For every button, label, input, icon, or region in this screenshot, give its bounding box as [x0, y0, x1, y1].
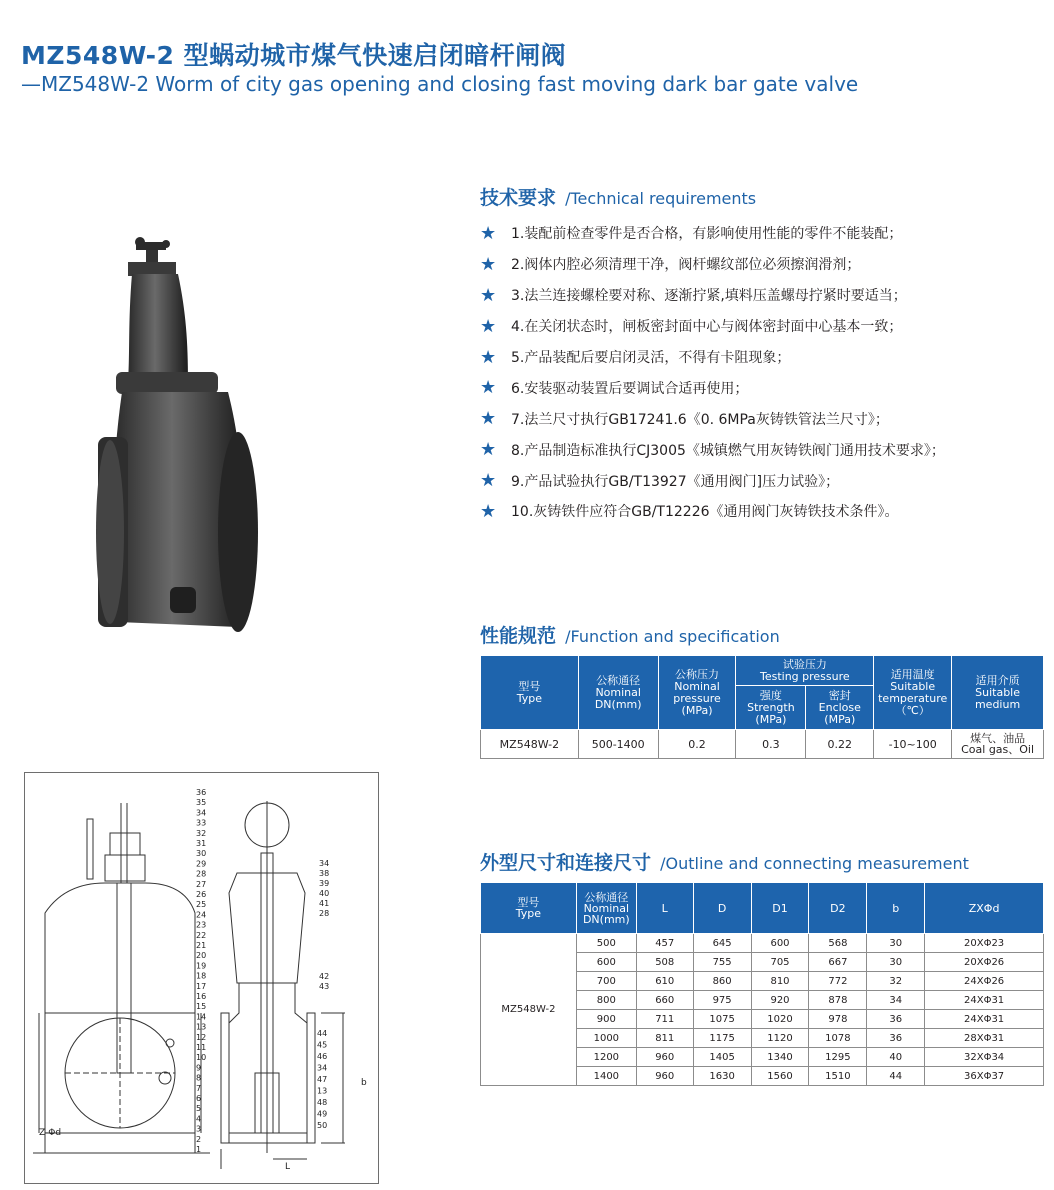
- table-cell: 40: [867, 1048, 925, 1067]
- requirement-text: 9.产品试验执行GB/T13927《通用阀门]压力试验》；: [511, 473, 840, 490]
- requirement-text: 4.在关闭状态时，闸板密封面中心与阀体密封面中心基本一致；: [511, 319, 903, 336]
- callout-number: 20: [196, 951, 207, 961]
- callout-number: 42: [319, 972, 330, 981]
- spec-title-cn: 性能规范: [480, 625, 557, 647]
- table-cell: 1630: [693, 1067, 751, 1086]
- table-cell: 508: [636, 953, 693, 972]
- table-cell: 700: [576, 972, 636, 991]
- callout-number: 10: [196, 1053, 207, 1063]
- callout-number: 21: [196, 941, 207, 950]
- outline-title-cn: 外型尺寸和连接尺寸: [480, 852, 652, 874]
- page-subtitle: —MZ548W-2 Worm of city gas opening and closing fast moving dark bar gate valve: [21, 72, 859, 96]
- callout-number: 36: [196, 788, 207, 797]
- col-D: D: [693, 883, 751, 934]
- requirement-text: 5.产品装配后要启闭灵活，不得有卡阻现象；: [511, 350, 791, 366]
- table-cell: 960: [636, 1067, 693, 1086]
- table-cell: 24XΦ26: [925, 972, 1044, 991]
- table-cell: 1078: [809, 1029, 867, 1048]
- callout-number: 30: [196, 849, 207, 859]
- spec-section-heading: [480, 621, 780, 648]
- tech-title-en: /Technical requirements: [565, 189, 757, 208]
- col-dn: 公称通径 Nominal DN(mm): [576, 883, 636, 934]
- callout-number: 45: [317, 1040, 328, 1050]
- table-cell: 811: [636, 1029, 693, 1048]
- callout-number: 23: [196, 920, 207, 930]
- col-D2: D2: [809, 883, 867, 934]
- callout-number: 14: [196, 1012, 207, 1022]
- cell-medium: 煤气、油品 Coal gas、Oil: [952, 730, 1044, 759]
- table-cell: 1510: [809, 1067, 867, 1086]
- table-cell: 1075: [693, 1010, 751, 1029]
- tech-requirements-list: [480, 218, 1050, 527]
- star-icon: ★: [480, 470, 497, 492]
- callout-number: 41: [319, 899, 330, 908]
- callout-number: 9: [196, 1063, 202, 1073]
- requirement-text: 3.法兰连接螺栓要对称、逐渐拧紧,填料压盖螺母拧紧时要适当；: [511, 288, 907, 305]
- callout-number: 34: [317, 1063, 328, 1073]
- zd-label: Z-Φd: [39, 1128, 62, 1138]
- callout-number: 7: [196, 1083, 202, 1093]
- list-item: [480, 280, 1050, 311]
- star-icon: ★: [480, 346, 497, 368]
- outline-section-heading: [480, 848, 969, 875]
- callout-number: 50: [317, 1121, 328, 1130]
- star-icon: ★: [480, 377, 497, 399]
- callout-number: 25: [196, 900, 207, 910]
- spec-table: [480, 655, 1044, 759]
- table-cell: 772: [809, 972, 867, 991]
- table-cell: 878: [809, 991, 867, 1010]
- callout-number: 39: [319, 879, 330, 888]
- list-item: [480, 342, 1050, 373]
- callout-number: 28: [319, 909, 330, 918]
- callout-number: 26: [196, 890, 207, 899]
- callout-number: 32: [196, 828, 207, 838]
- col-b: b: [867, 883, 925, 934]
- callout-number: 2: [196, 1134, 202, 1144]
- table-cell: 860: [693, 972, 751, 991]
- col-L: L: [636, 883, 693, 934]
- callout-number: 5: [196, 1104, 202, 1114]
- table-cell: 32: [867, 972, 925, 991]
- callout-number: 4: [196, 1114, 202, 1124]
- callout-number: 12: [196, 1032, 207, 1042]
- callout-number: 43: [319, 982, 330, 991]
- table-cell: 36: [867, 1010, 925, 1029]
- table-cell: 457: [636, 934, 693, 953]
- table-cell: 810: [751, 972, 809, 991]
- list-item: [480, 249, 1050, 280]
- requirement-text: 2.阀体内腔必须清理干净，阀杆螺纹部位必须擦润滑剂；: [511, 257, 861, 274]
- star-icon: ★: [480, 315, 497, 337]
- callout-number: 16: [196, 992, 207, 1001]
- table-cell: 660: [636, 991, 693, 1010]
- table-cell: 900: [576, 1010, 636, 1029]
- star-icon: ★: [480, 500, 497, 522]
- list-item: [480, 496, 1050, 527]
- callout-number: 19: [196, 961, 207, 971]
- table-cell: 600: [751, 934, 809, 953]
- table-cell: 1405: [693, 1048, 751, 1067]
- table-cell: 975: [693, 991, 751, 1010]
- cell-dn: 500-1400: [578, 730, 658, 759]
- star-icon: ★: [480, 284, 497, 306]
- star-icon: ★: [480, 222, 497, 244]
- callout-number: 34: [196, 808, 207, 818]
- callout-number: 34: [319, 859, 330, 868]
- callout-number: 48: [317, 1098, 328, 1107]
- callout-number: 15: [196, 1002, 207, 1012]
- callout-number: 6: [196, 1094, 202, 1103]
- table-cell: 755: [693, 953, 751, 972]
- callout-number: 3: [196, 1124, 202, 1134]
- list-item: [480, 372, 1050, 403]
- col-type: 型号 Type: [481, 656, 579, 730]
- list-item: [480, 311, 1050, 342]
- col-type: 型号 Type: [481, 883, 577, 934]
- cell-temp: -10~100: [874, 730, 952, 759]
- col-dn: 公称通径 Nominal DN(mm): [578, 656, 658, 730]
- col-medium: 适用介质 Suitable medium: [952, 656, 1044, 730]
- table-cell: 500: [576, 934, 636, 953]
- table-cell: 645: [693, 934, 751, 953]
- callout-number: 47: [317, 1075, 328, 1084]
- callout-number: 24: [196, 910, 207, 920]
- callout-number: 27: [196, 879, 207, 889]
- callout-number: 18: [196, 971, 207, 981]
- callout-number: 8: [196, 1073, 202, 1083]
- star-icon: ★: [480, 439, 497, 461]
- spec-title-en: /Function and specification: [565, 627, 780, 646]
- section-drawing-svg: [25, 773, 378, 1183]
- table-cell: 705: [751, 953, 809, 972]
- table-cell: 978: [809, 1010, 867, 1029]
- table-cell: 24XΦ31: [925, 991, 1044, 1010]
- table-cell: 1200: [576, 1048, 636, 1067]
- table-cell: 1120: [751, 1029, 809, 1048]
- table-cell: 1340: [751, 1048, 809, 1067]
- table-cell: 34: [867, 991, 925, 1010]
- col-temperature: 适用温度 Suitable temperature （℃）: [874, 656, 952, 730]
- col-strength: 强度 Strength (MPa): [736, 686, 806, 730]
- cell-type: MZ548W-2: [481, 730, 579, 759]
- callout-number: 17: [196, 981, 207, 991]
- tech-section-heading: [480, 183, 756, 210]
- callout-number: 31: [196, 839, 207, 848]
- callout-number: 29: [196, 859, 207, 869]
- table-row: [481, 934, 1044, 953]
- cell-pn: 0.2: [658, 730, 736, 759]
- cell-strength: 0.3: [736, 730, 806, 759]
- col-zxd: ZXΦd: [925, 883, 1044, 934]
- callout-number: 40: [319, 889, 330, 898]
- list-item: [480, 465, 1050, 496]
- section-drawing: [24, 772, 379, 1184]
- table-cell: 1400: [576, 1067, 636, 1086]
- table-cell: 610: [636, 972, 693, 991]
- table-cell: 44: [867, 1067, 925, 1086]
- star-icon: ★: [480, 253, 497, 275]
- table-cell: 1000: [576, 1029, 636, 1048]
- callout-number: 49: [317, 1109, 328, 1119]
- table-cell: 36: [867, 1029, 925, 1048]
- table-row: [481, 730, 1044, 759]
- table-cell: 24XΦ31: [925, 1010, 1044, 1029]
- requirement-text: 7.法兰尺寸执行GB17241.6《0. 6MPa灰铸铁管法兰尺寸》；: [511, 411, 889, 428]
- col-D1: D1: [751, 883, 809, 934]
- col-enclose: 密封 Enclose (MPa): [806, 686, 874, 730]
- table-cell: 1020: [751, 1010, 809, 1029]
- list-item: [480, 403, 1050, 434]
- list-item: [480, 218, 1050, 249]
- callout-number: 1: [196, 1145, 202, 1154]
- table-cell: 711: [636, 1010, 693, 1029]
- callout-number: 11: [196, 1043, 207, 1052]
- table-cell: 667: [809, 953, 867, 972]
- list-item: [480, 434, 1050, 465]
- callout-number: 44: [317, 1029, 328, 1038]
- table-cell: 30: [867, 934, 925, 953]
- callout-number: 33: [196, 818, 207, 828]
- col-testing-pressure: 试验压力 Testing pressure: [736, 656, 874, 686]
- table-cell: 20XΦ23: [925, 934, 1044, 953]
- table-cell: 1560: [751, 1067, 809, 1086]
- table-cell: 1175: [693, 1029, 751, 1048]
- callout-number: 13: [196, 1022, 207, 1032]
- valve-photo: [88, 232, 258, 642]
- dim-L-label: L: [285, 1162, 291, 1172]
- table-cell: 36XΦ37: [925, 1067, 1044, 1086]
- table-cell: 28XΦ31: [925, 1029, 1044, 1048]
- table-cell: 920: [751, 991, 809, 1010]
- callout-number: 13: [317, 1086, 328, 1096]
- callout-number: 38: [319, 869, 330, 878]
- table-cell: 960: [636, 1048, 693, 1067]
- page-title: MZ548W-2 型蜗动城市煤气快速启闭暗杆闸阀: [21, 41, 567, 70]
- requirement-text: 8.产品制造标准执行CJ3005《城镇燃气用灰铸铁阀门通用技术要求》；: [511, 442, 945, 459]
- requirement-text: 10.灰铸铁件应符合GB/T12226《通用阀门灰铸铁技术条件》。: [511, 504, 899, 521]
- table-cell: 30: [867, 953, 925, 972]
- outline-table: [480, 882, 1044, 1086]
- requirement-text: 6.安装驱动装置后要调试合适再使用；: [511, 380, 749, 397]
- table-cell: 20XΦ26: [925, 953, 1044, 972]
- callout-number: 28: [196, 869, 207, 879]
- table-cell: 600: [576, 953, 636, 972]
- col-pn: 公称压力 Nominal pressure (MPa): [658, 656, 736, 730]
- table-cell: 1295: [809, 1048, 867, 1067]
- callout-number: 22: [196, 930, 207, 940]
- requirement-text: 1.装配前检查零件是否合格，有影响使用性能的零件不能装配；: [511, 226, 903, 243]
- outline-title-en: /Outline and connecting measurement: [660, 854, 969, 873]
- dim-b-label: b: [361, 1078, 367, 1088]
- table-cell: 32XΦ34: [925, 1048, 1044, 1067]
- cell-enclose: 0.22: [806, 730, 874, 759]
- table-cell: 568: [809, 934, 867, 953]
- table-cell: 800: [576, 991, 636, 1010]
- callout-number: 35: [196, 798, 207, 808]
- cell-type: MZ548W-2: [481, 934, 577, 1086]
- callout-number: 46: [317, 1052, 328, 1061]
- star-icon: ★: [480, 408, 497, 430]
- tech-title-cn: 技术要求: [480, 187, 557, 209]
